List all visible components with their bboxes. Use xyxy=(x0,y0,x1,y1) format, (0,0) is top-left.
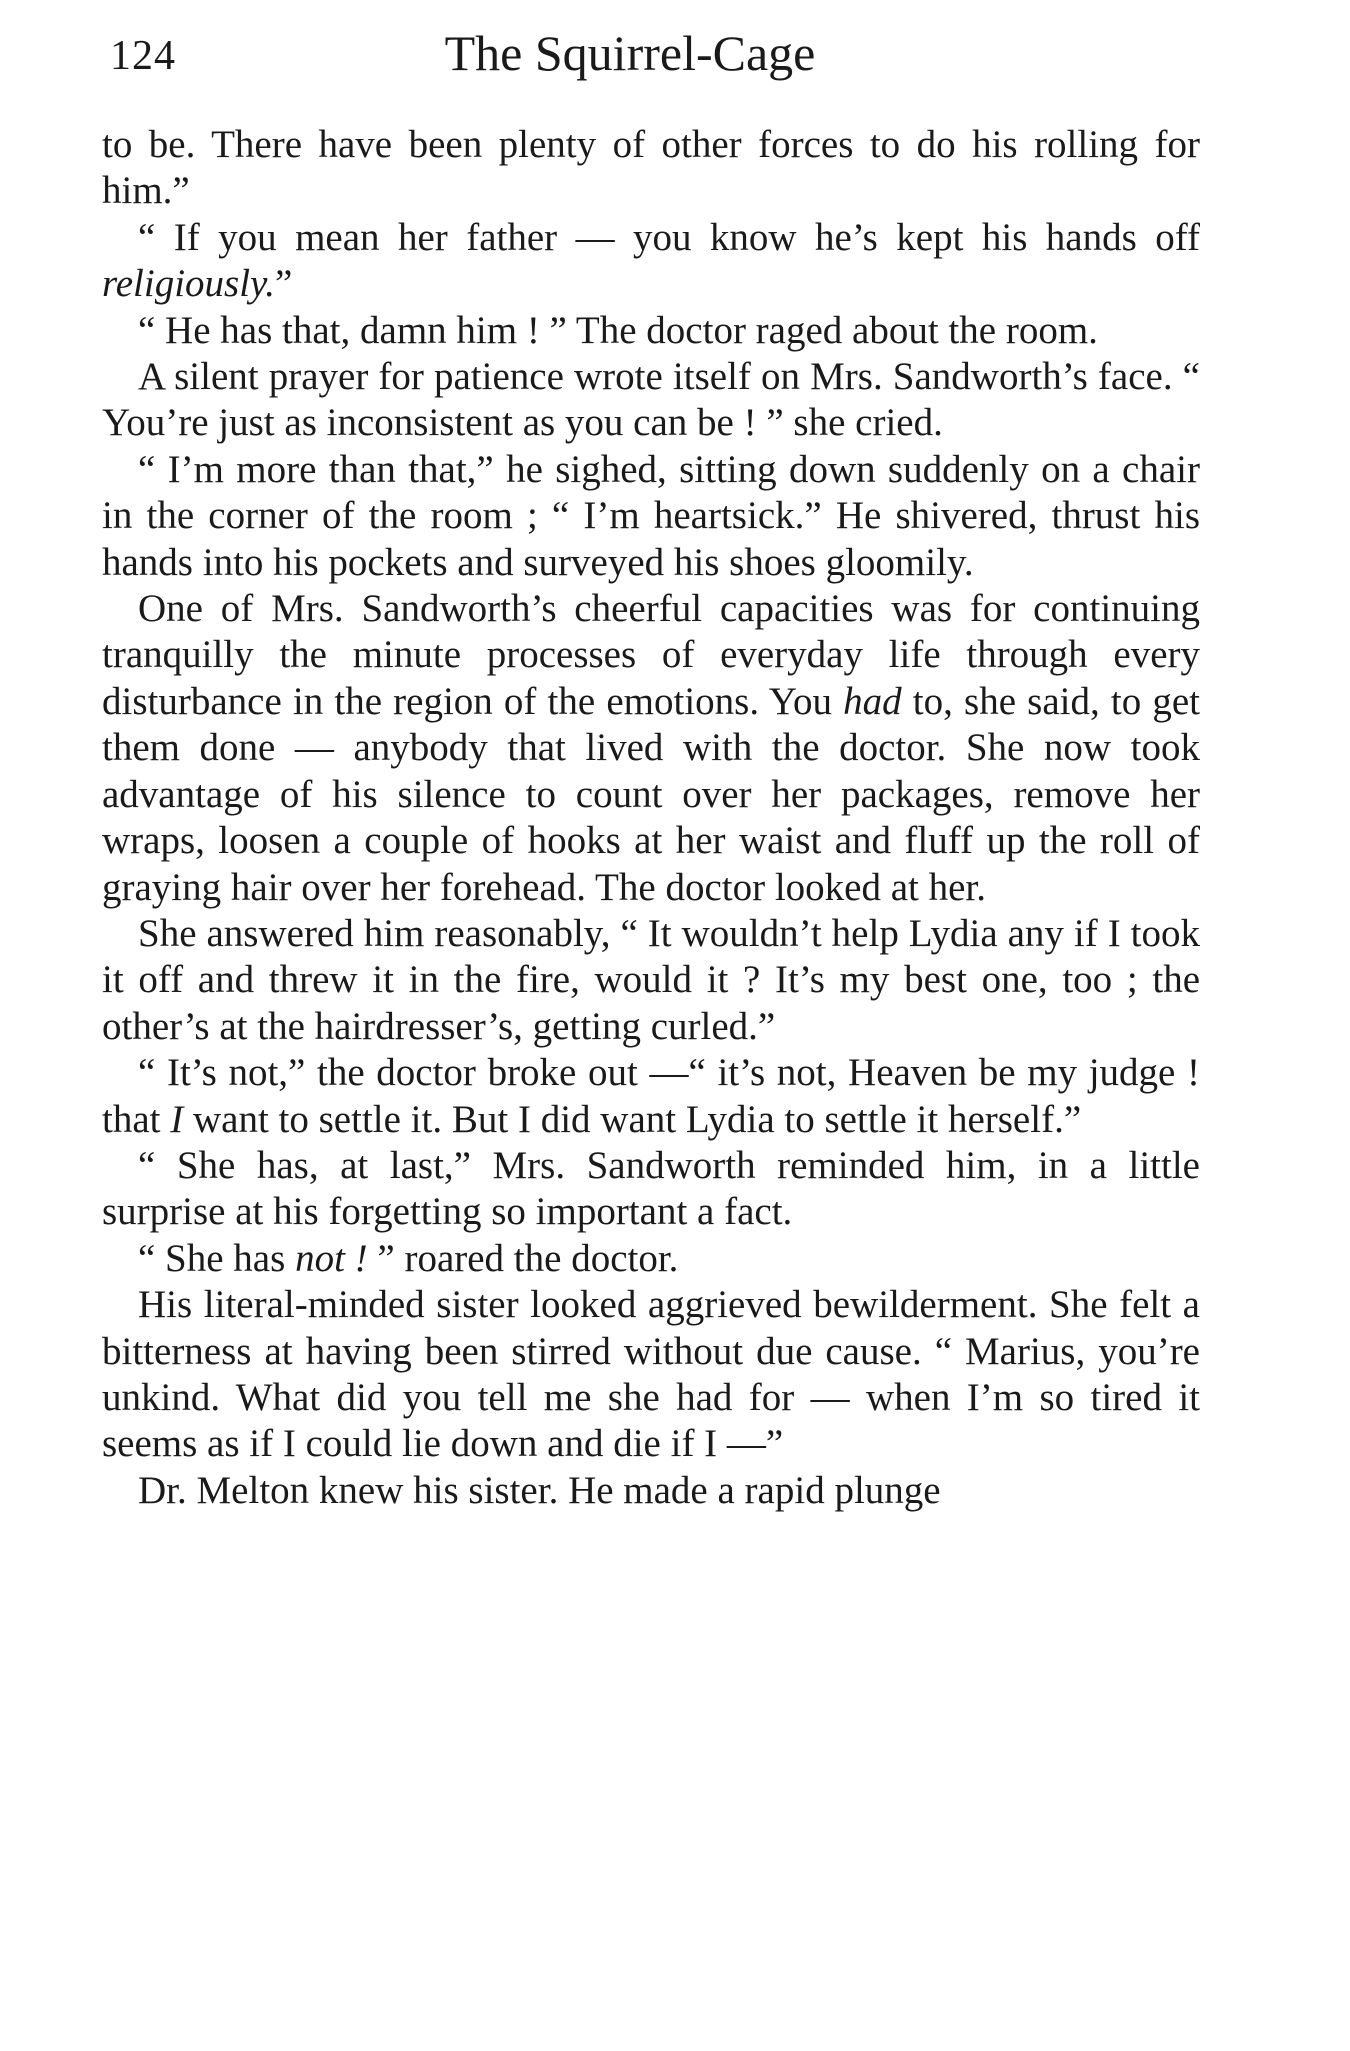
paragraph-text: “ He has that, damn him ! ” The doctor raged about the room. xyxy=(138,308,1098,352)
paragraph xyxy=(102,447,1200,586)
paragraph-text: “ I’m more than that,” he sighed, sitting down suddenly on a chair in the corner of the room ; “ I’m heartsick.” He shivered, thrust his hands into his pockets and surveyed his shoes gloomily. xyxy=(102,447,1200,584)
paragraph xyxy=(102,1236,1200,1282)
paragraph-text: “ It’s not,” the doctor broke out —“ it’s not, Heaven be my judge ! that xyxy=(102,1051,1200,1141)
running-head xyxy=(100,24,1200,94)
italic-text: had xyxy=(843,679,902,723)
italic-text: not ! xyxy=(295,1236,368,1280)
paragraph-text: One of Mrs. Sandworth’s cheerful capacities was for continuing tranquilly the minute processes of everyday life through every disturbance in the region of the emotions. You xyxy=(102,587,1200,723)
paragraph xyxy=(102,1050,1200,1143)
paragraph xyxy=(102,308,1200,354)
paragraph-text: A silent prayer for patience wrote itself on Mrs. Sandworth’s face. “ You’re just as inconsistent as you can be ! ” she cried. xyxy=(102,355,1200,445)
paragraph-text: Dr. Melton knew his sister. He made a rapid plunge xyxy=(138,1468,941,1512)
paragraph xyxy=(102,1143,1200,1236)
paragraph-text: to, she said, to get them done — anybody that lived with the doctor. She now took advantage of his silence to count over her packages, remove her wraps, loosen a couple of hooks at her waist and fluff up the roll of graying hair over her forehead. The doctor looked at her. xyxy=(102,679,1200,909)
italic-text: religiously. xyxy=(102,262,275,306)
paragraph-text: “ She has, at last,” Mrs. Sandworth reminded him, in a little surprise at his forgetting so important a fact. xyxy=(102,1143,1200,1234)
paragraph xyxy=(102,1282,1200,1468)
paragraph-text: to be. There have been plenty of other forces to do his rolling for him.” xyxy=(102,123,1200,213)
body-text xyxy=(102,122,1200,1514)
paragraph-text: want to settle it. But I did want Lydia to settle it herself.” xyxy=(183,1097,1082,1141)
paragraph-text: ” roared the doctor. xyxy=(367,1236,679,1280)
paragraph xyxy=(102,1468,1200,1514)
book-title: The Squirrel-Cage xyxy=(444,25,816,81)
italic-text: I xyxy=(170,1097,184,1141)
paragraph-text: His literal-minded sister looked aggrieved bewilderment. She felt a bitterness at having been stirred without due cause. “ Marius, you’re unkind. What did you tell me she had for — when I’m so tired it seems as if I could lie down and die if I —” xyxy=(102,1283,1200,1466)
paragraph-text: “ If you mean her father — you know he’s kept his hands off xyxy=(138,215,1200,259)
paragraph-text: ” xyxy=(274,262,293,306)
paragraph-text: She answered him reasonably, “ It wouldn’t help Lydia any if I took it off and threw it in the fire, would it ? It’s my best one, too ; the other’s at the hairdresser’s, getting curled.” xyxy=(102,911,1200,1048)
paragraph xyxy=(102,586,1200,911)
paragraph-text: “ She has xyxy=(138,1236,296,1280)
paragraph xyxy=(102,122,1200,215)
paragraph xyxy=(102,215,1200,308)
page-number: 124 xyxy=(110,33,176,79)
paragraph xyxy=(102,354,1200,447)
paragraph xyxy=(102,911,1200,1050)
